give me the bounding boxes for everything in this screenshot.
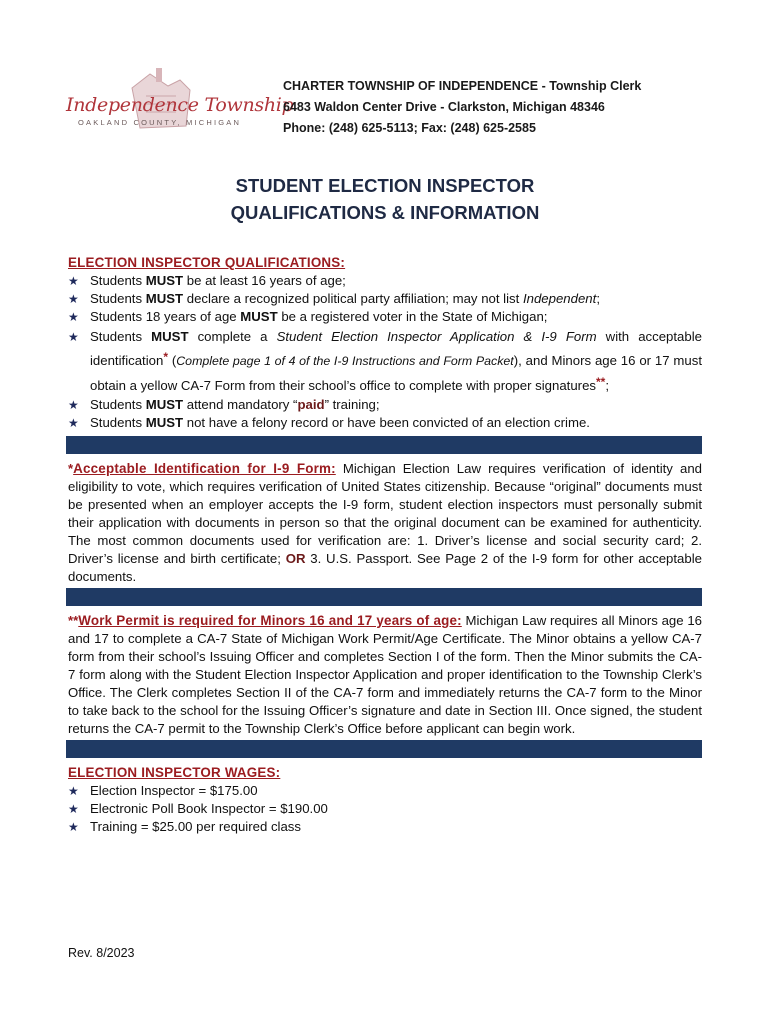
list-item: ★ Election Inspector = $175.00: [68, 783, 258, 798]
list-item: ★ Students MUST declare a recognized political party affiliation; may not list Independent;: [68, 291, 600, 306]
wages-list: [68, 782, 702, 836]
or-emphasis: OR: [285, 551, 306, 566]
star-bullet-icon: ★: [68, 802, 79, 816]
title-line-2: QUALIFICATIONS & INFORMATION: [230, 202, 540, 223]
work-permit-marker: **: [68, 613, 79, 628]
list-item: ★ Students MUST not have a felony record or have been convicted of an election crime.: [68, 415, 590, 430]
logo-script-text: Independence Township: [66, 94, 294, 116]
identification-heading: Acceptable Identification for I-9 Form:: [73, 461, 336, 476]
office-name: CHARTER TOWNSHIP OF INDEPENDENCE - Township Clerk: [283, 79, 642, 93]
star-bullet-icon: ★: [68, 398, 79, 412]
document-body: [68, 254, 702, 836]
office-phone-fax: Phone: (248) 625-5113; Fax: (248) 625-2585: [283, 121, 536, 135]
qualifications-heading: ELECTION INSPECTOR QUALIFICATIONS:: [68, 255, 346, 270]
list-item: ★ Training = $25.00 per required class: [68, 819, 301, 834]
list-item: ★ Students MUST complete a Student Election Inspector Application & I-9 Form with acceptable identification* (Complete page 1 of 4 of the I-9 Instructions and Form Packet), and Minors age 16 or 17 must obtain a yellow CA-7 Form from their school’s office to complete with proper signatures**;: [68, 329, 702, 393]
qualifications-list: [68, 272, 702, 432]
title-line-1: STUDENT ELECTION INSPECTOR: [235, 175, 535, 196]
revision-date: Rev. 8/2023: [68, 946, 135, 960]
list-item: ★ Electronic Poll Book Inspector = $190.00: [68, 801, 328, 816]
identification-marker: *: [68, 461, 74, 476]
list-item: ★ Students MUST attend mandatory “paid” training;: [68, 397, 380, 412]
work-permit-heading: Work Permit is required for Minors 16 and 17 years of age:: [78, 613, 462, 628]
star-bullet-icon: ★: [68, 310, 79, 324]
wages-heading: ELECTION INSPECTOR WAGES:: [68, 765, 281, 780]
logo-subtext: OAKLAND COUNTY, MICHIGAN: [78, 118, 242, 127]
township-logo: [62, 66, 294, 150]
section-divider-bar: [66, 588, 702, 606]
work-permit-paragraph: **Work Permit is required for Minors 16 and 17 years of age: Michigan Law requires all Minors age 16 and 17 to complete a CA-7 State of Michigan Work Permit/Age Certificate. The Minor obtains a yellow CA-7 form from their school’s Issuing Officer and completes Section I of the form. Then the Minor submits the CA-7 form along with the Student Election Inspector Application and proper identification to the Township Clerk’s Office. The Clerk completes Section II of the CA-7 form and immediately returns the CA-7 form to the Minor to take back to the school for the Issuing Officer’s signature and date in Section III. Once signed, the student returns the CA-7 permit to the Township Clerk’s Office before applicant can begin work.: [68, 613, 702, 736]
star-bullet-icon: ★: [68, 274, 79, 288]
identification-paragraph: *Acceptable Identification for I-9 Form: Michigan Election Law requires verification of identity and eligibility to vote, which requires verification of United States citizenship. Because “original” documents must be presented when an employer accepts the I-9 form, student election inspectors must personally submit their application with documents in person so that the original document can be examined for authenticity. The most common documents used for verification are: 1. Driver’s license and social security card; 2. Driver’s license and birth certificate; OR 3. U.S. Passport. See Page 2 of the I-9 form for other acceptable documents.: [68, 461, 702, 584]
star-bullet-icon: ★: [68, 330, 79, 344]
section-divider-bar: [66, 436, 702, 454]
office-contact-block: [283, 76, 641, 139]
office-address: 6483 Waldon Center Drive - Clarkston, Michigan 48346: [283, 100, 605, 114]
list-item: ★ Students MUST be at least 16 years of age;: [68, 273, 346, 288]
document-title: [0, 172, 770, 226]
star-bullet-icon: ★: [68, 416, 79, 430]
star-bullet-icon: ★: [68, 820, 79, 834]
star-bullet-icon: ★: [68, 292, 79, 306]
star-bullet-icon: ★: [68, 784, 79, 798]
section-divider-bar: [66, 740, 702, 758]
list-item: ★ Students 18 years of age MUST be a registered voter in the State of Michigan;: [68, 309, 548, 324]
